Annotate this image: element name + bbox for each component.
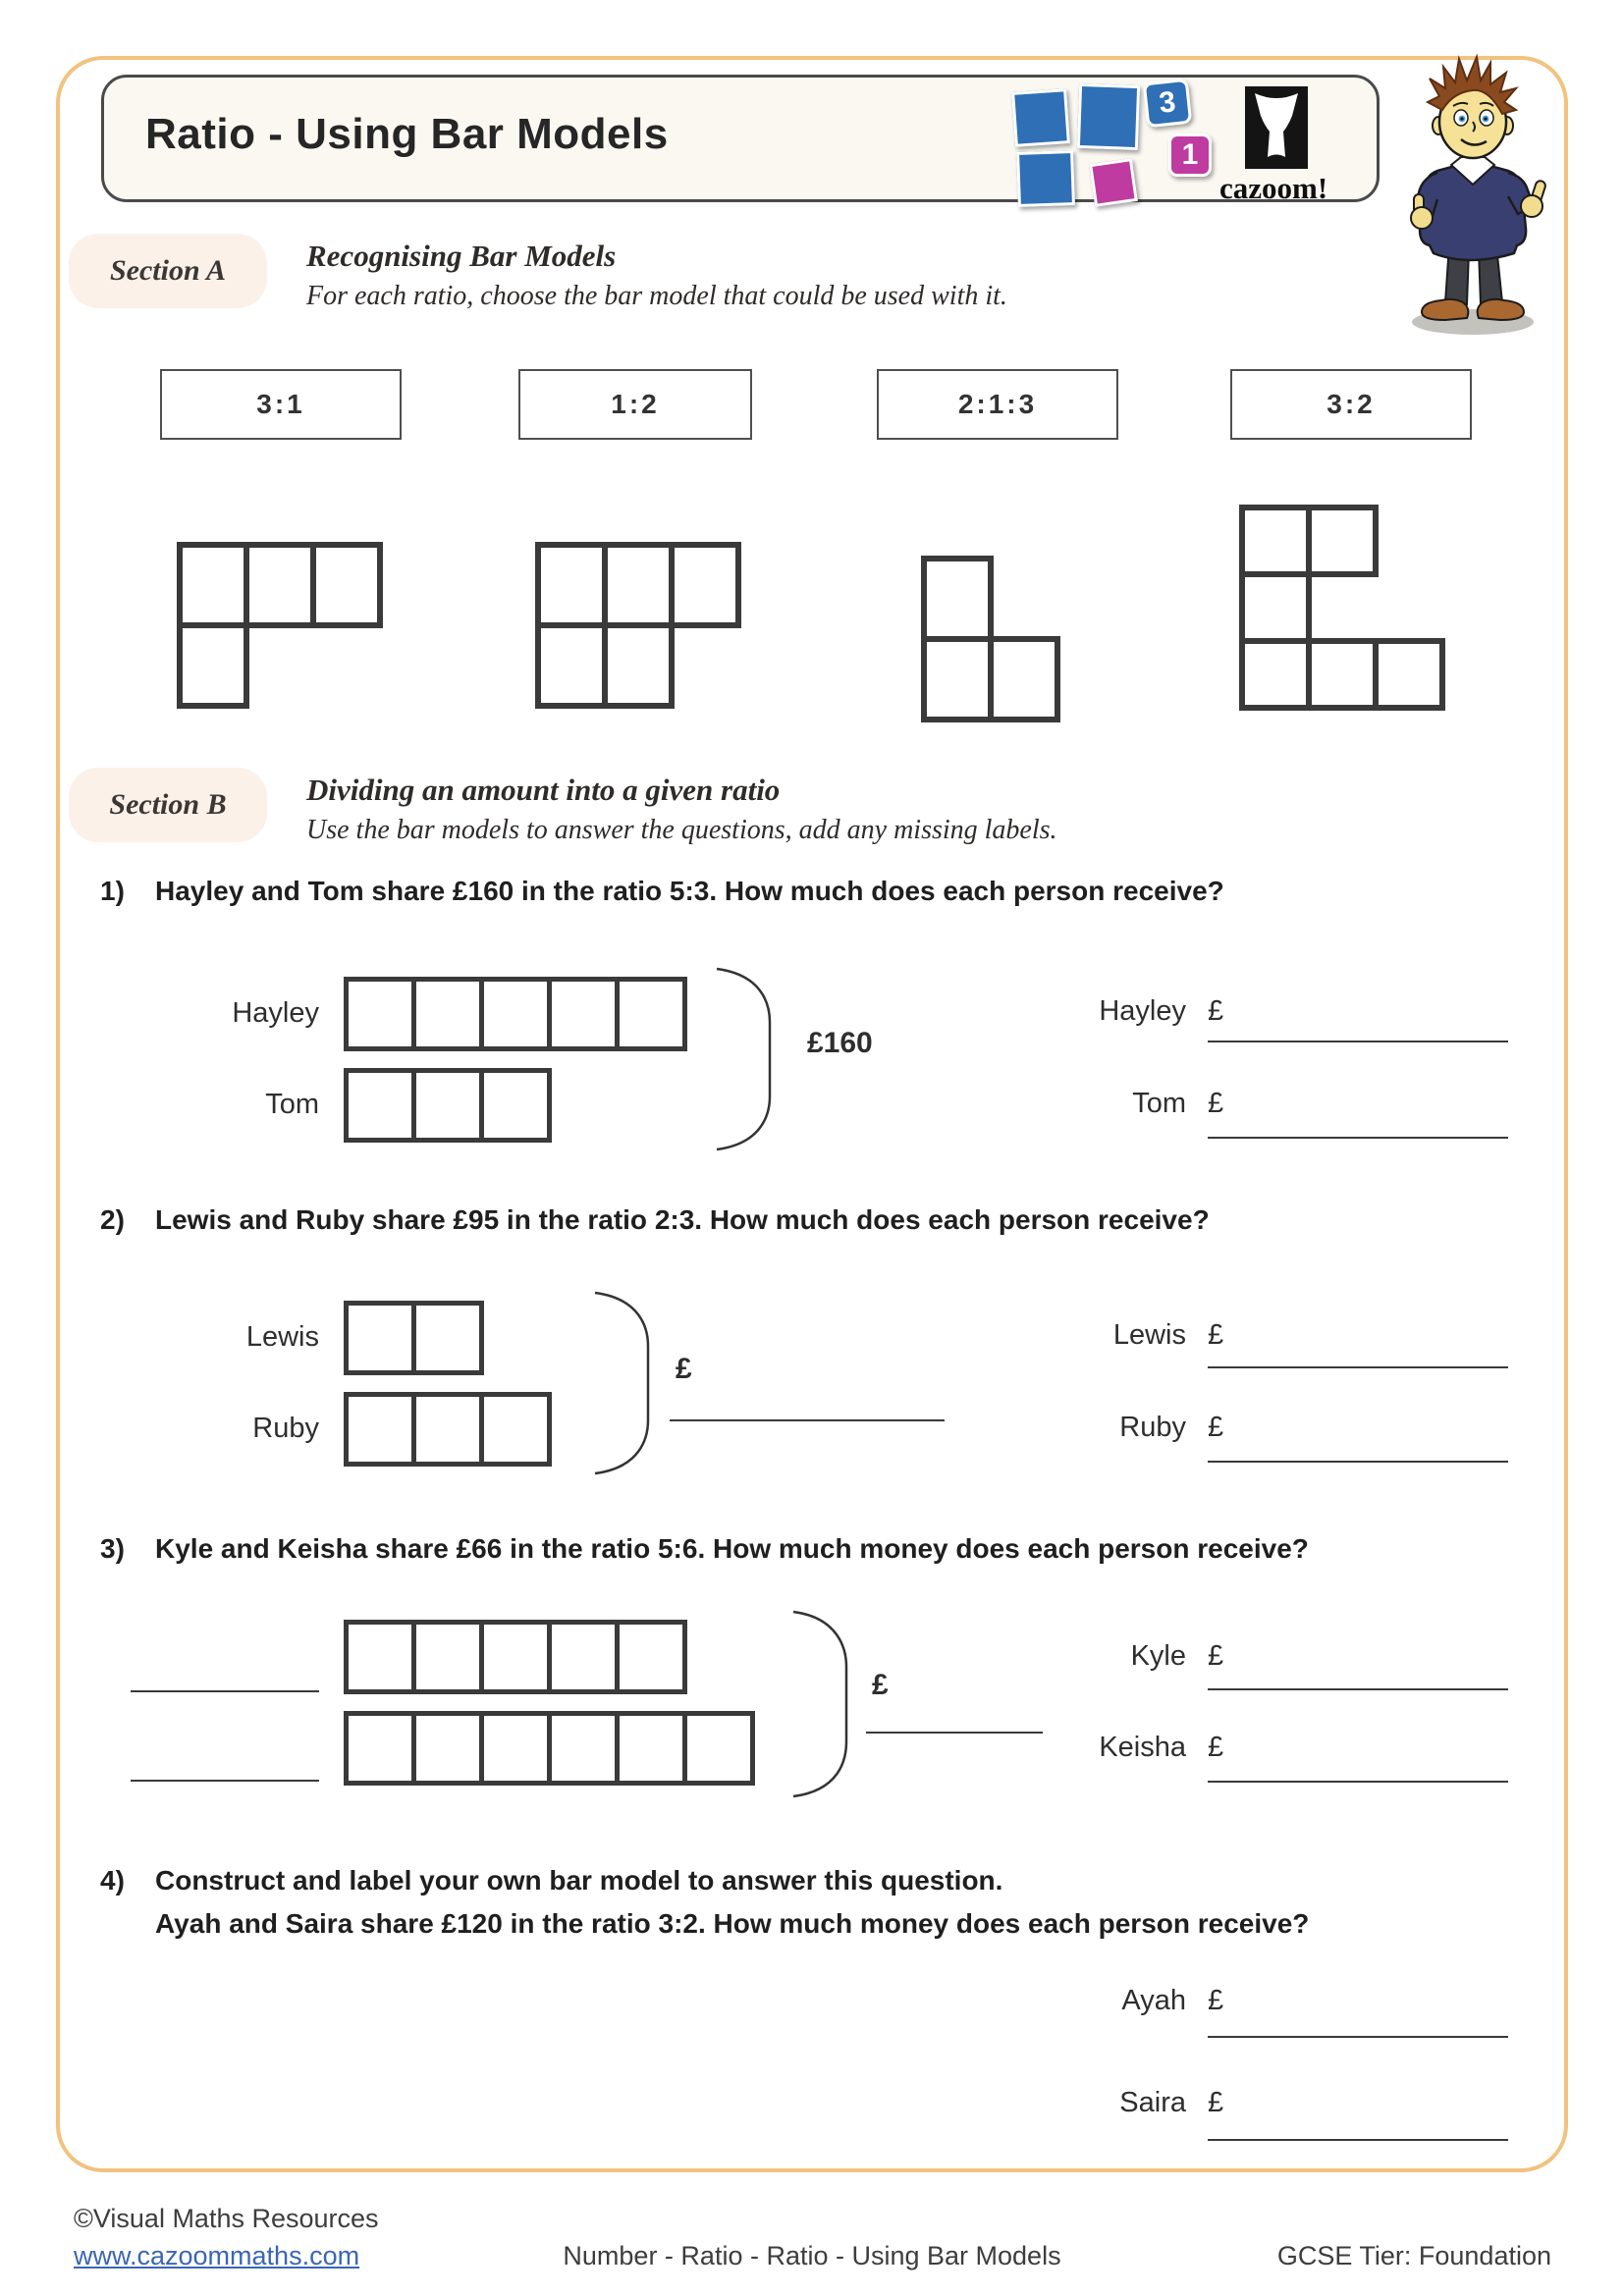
ratio-option-box: 2:1:3 bbox=[877, 369, 1118, 440]
bar-cell bbox=[547, 1711, 620, 1786]
q3-row2-label-blank[interactable] bbox=[131, 1780, 319, 1782]
q2-answer-2-currency: £ bbox=[1208, 1412, 1224, 1443]
bar-model-option-1 bbox=[177, 542, 383, 709]
q4-answer-1-blank[interactable] bbox=[1208, 2036, 1508, 2038]
logo-tile-3 bbox=[1143, 79, 1193, 129]
q1-answer-2-blank[interactable] bbox=[1208, 1137, 1508, 1139]
bar-cell bbox=[479, 1620, 552, 1694]
bar-cell bbox=[1373, 638, 1445, 711]
q2-answer-1-currency: £ bbox=[1208, 1319, 1224, 1351]
bar-cell bbox=[344, 1392, 416, 1467]
logo-tile-1-label: 1 bbox=[1181, 138, 1199, 171]
q1-answer-1-currency: £ bbox=[1208, 995, 1224, 1027]
section-b-label: Section B bbox=[69, 768, 267, 842]
section-b-heading: Dividing an amount into a given ratio bbox=[306, 773, 781, 807]
ratio-option-box: 3:2 bbox=[1230, 369, 1472, 440]
bar-cell bbox=[1239, 505, 1312, 577]
question-1-text: Hayley and Tom share £160 in the ratio 5:3. How much does each person receive? bbox=[155, 876, 1224, 906]
mascot-boy-illustration bbox=[1386, 49, 1558, 339]
q1-brace bbox=[709, 965, 793, 1153]
bar-cell bbox=[535, 622, 608, 709]
question-1-number: 1) bbox=[100, 876, 125, 906]
bar-cell bbox=[1239, 638, 1312, 711]
section-a-instruction: For each ratio, choose the bar model that could be used with it. bbox=[306, 281, 1007, 311]
q3-bar-row-1 bbox=[344, 1620, 687, 1694]
bar-cell bbox=[615, 1711, 687, 1786]
bar-cell bbox=[411, 977, 484, 1051]
q2-total-currency: £ bbox=[676, 1353, 692, 1385]
q2-row1-label: Lewis bbox=[245, 1321, 319, 1353]
bar-cell bbox=[602, 622, 675, 709]
logo-blue-square-icon bbox=[1077, 83, 1140, 150]
q2-answer-1-blank[interactable] bbox=[1208, 1366, 1508, 1368]
bar-cell bbox=[479, 977, 552, 1051]
ratio-option-box: 3:1 bbox=[160, 369, 402, 440]
question-4-number: 4) bbox=[100, 1865, 125, 1896]
question-3-number: 3) bbox=[100, 1533, 125, 1564]
bar-model-option-4 bbox=[1239, 505, 1445, 711]
q3-answer-2-blank[interactable] bbox=[1208, 1781, 1508, 1783]
q4-answer-2-name: Saira bbox=[1119, 2087, 1186, 2118]
ratio-option-box: 1:2 bbox=[518, 369, 752, 440]
bar-cell bbox=[479, 1068, 552, 1143]
question-4-text-line1: Construct and label your own bar model to answer this question. bbox=[155, 1865, 1003, 1896]
bar-cell bbox=[1306, 505, 1379, 577]
bar-cell bbox=[177, 622, 249, 709]
bar-cell bbox=[615, 977, 687, 1051]
q3-answer-1-currency: £ bbox=[1208, 1640, 1224, 1672]
q1-answer-2-name: Tom bbox=[1132, 1088, 1186, 1119]
section-b-instruction: Use the bar models to answer the questions, add any missing labels. bbox=[306, 815, 1057, 845]
footer-tier: GCSE Tier: Foundation bbox=[1276, 2241, 1551, 2270]
question-3-text: Kyle and Keisha share £66 in the ratio 5:6. How much money does each person receive? bbox=[155, 1533, 1309, 1564]
q4-answer-2-blank[interactable] bbox=[1208, 2139, 1508, 2141]
bar-cell bbox=[921, 556, 994, 642]
q1-bar-row-1 bbox=[344, 977, 687, 1051]
bar-cell bbox=[988, 636, 1060, 722]
q2-bar-row-1 bbox=[344, 1301, 484, 1375]
q2-answer-1-name: Lewis bbox=[1112, 1319, 1186, 1351]
page-title: Ratio - Using Bar Models bbox=[145, 110, 669, 158]
section-a-heading: Recognising Bar Models bbox=[306, 239, 617, 273]
q1-row2-label: Tom bbox=[265, 1089, 319, 1120]
cazoom-djembe-icon bbox=[1245, 86, 1308, 169]
bar-cell bbox=[411, 1392, 484, 1467]
q2-answer-2-name: Ruby bbox=[1119, 1412, 1186, 1443]
q3-answer-1-blank[interactable] bbox=[1208, 1688, 1508, 1690]
q3-answer-2-currency: £ bbox=[1208, 1732, 1224, 1763]
bar-cell bbox=[1306, 638, 1379, 711]
question-2-text: Lewis and Ruby share £95 in the ratio 2:3. How much does each person receive? bbox=[155, 1204, 1210, 1235]
question-4-text-line2: Ayah and Saira share £120 in the ratio 3:2. How much money does each person receive? bbox=[155, 1908, 1310, 1939]
q3-answer-1-name: Kyle bbox=[1130, 1640, 1186, 1672]
bar-cell bbox=[921, 636, 994, 722]
bar-cell bbox=[244, 542, 316, 628]
bar-cell bbox=[411, 1301, 484, 1375]
q1-total-label: £160 bbox=[807, 1027, 873, 1059]
bar-cell bbox=[535, 542, 608, 628]
bar-cell bbox=[479, 1711, 552, 1786]
footer-website-link[interactable]: www.cazoommaths.com bbox=[74, 2241, 360, 2270]
q2-brace bbox=[587, 1289, 672, 1477]
q3-bar-row-2 bbox=[344, 1711, 755, 1786]
question-2-number: 2) bbox=[100, 1204, 125, 1235]
bar-cell bbox=[669, 542, 741, 628]
q4-answer-2-currency: £ bbox=[1208, 2087, 1224, 2118]
bar-cell bbox=[1239, 571, 1312, 644]
q3-answer-2-name: Keisha bbox=[1099, 1732, 1186, 1763]
bar-cell bbox=[344, 1301, 416, 1375]
bar-model-option-2 bbox=[535, 542, 741, 709]
bar-cell bbox=[344, 1711, 416, 1786]
bar-cell bbox=[411, 1711, 484, 1786]
bar-cell bbox=[177, 542, 249, 628]
q1-answer-2-currency: £ bbox=[1208, 1088, 1224, 1119]
logo-tile-1 bbox=[1168, 133, 1212, 177]
logo-tile-3-label: 3 bbox=[1157, 85, 1177, 120]
bar-cell bbox=[344, 1620, 416, 1694]
q3-row1-label-blank[interactable] bbox=[131, 1690, 319, 1692]
cazoom-brand-text: cazoom! bbox=[1219, 171, 1328, 205]
section-a-label: Section A bbox=[69, 234, 267, 308]
bar-cell bbox=[479, 1392, 552, 1467]
q1-row1-label: Hayley bbox=[232, 997, 319, 1029]
q3-brace bbox=[785, 1608, 870, 1800]
bar-cell bbox=[547, 977, 620, 1051]
q2-answer-2-blank[interactable] bbox=[1208, 1461, 1508, 1463]
bar-cell bbox=[310, 542, 383, 628]
q1-answer-1-blank[interactable] bbox=[1208, 1041, 1508, 1042]
bar-cell bbox=[411, 1620, 484, 1694]
bar-cell bbox=[602, 542, 675, 628]
bar-cell bbox=[344, 1068, 416, 1143]
bar-cell bbox=[344, 977, 416, 1051]
bar-cell bbox=[682, 1711, 755, 1786]
logo-pink-square-icon bbox=[1089, 158, 1138, 207]
q2-row2-label: Ruby bbox=[252, 1413, 319, 1444]
q3-total-currency: £ bbox=[872, 1669, 889, 1701]
q1-answer-1-name: Hayley bbox=[1099, 995, 1186, 1027]
bar-cell bbox=[547, 1620, 620, 1694]
footer-copyright: ©Visual Maths Resources bbox=[74, 2204, 379, 2233]
q2-total-blank[interactable] bbox=[670, 1419, 945, 1421]
logo-blue-square-icon bbox=[1016, 150, 1075, 207]
q4-answer-1-name: Ayah bbox=[1121, 1985, 1186, 2016]
bar-cell bbox=[411, 1068, 484, 1143]
bar-cell bbox=[615, 1620, 687, 1694]
bar-model-option-3 bbox=[921, 556, 1060, 722]
q1-bar-row-2 bbox=[344, 1068, 552, 1143]
footer-breadcrumb: Number - Ratio - Ratio - Using Bar Models bbox=[563, 2241, 1061, 2270]
q4-answer-1-currency: £ bbox=[1208, 1985, 1224, 2016]
q2-bar-row-2 bbox=[344, 1392, 552, 1467]
logo-blue-square-icon bbox=[1011, 88, 1070, 147]
